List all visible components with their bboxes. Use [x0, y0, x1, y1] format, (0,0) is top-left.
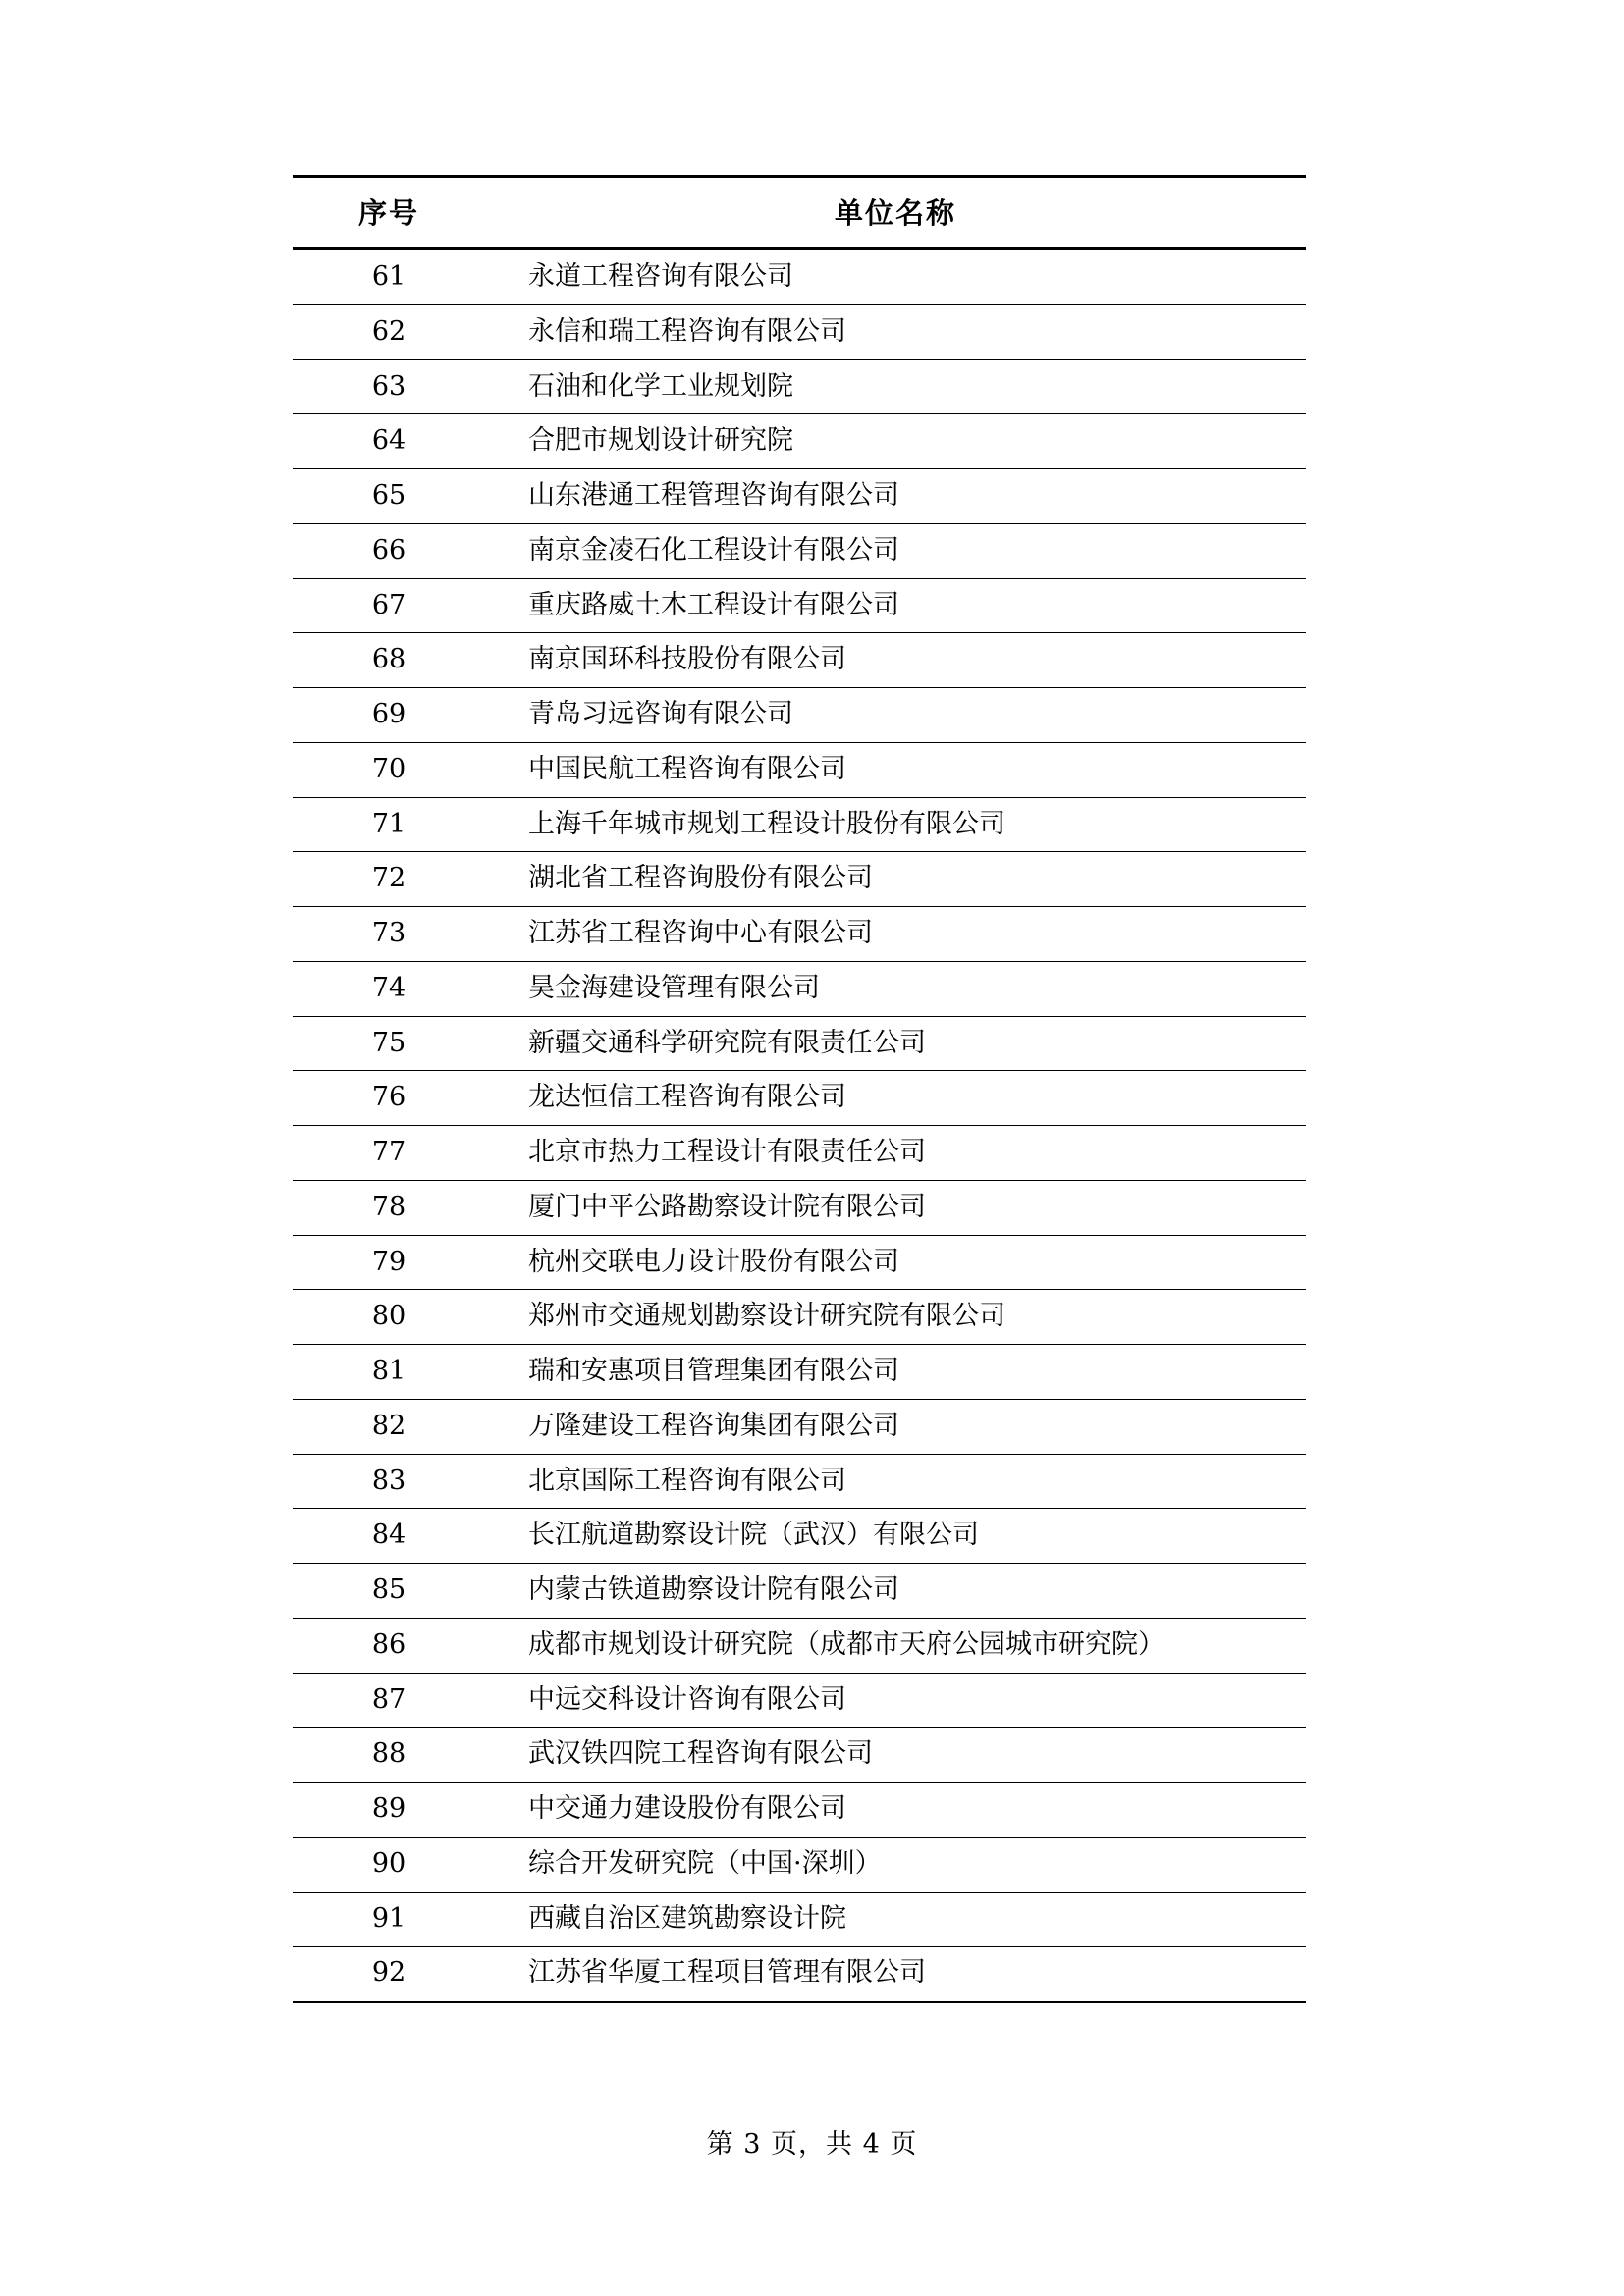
- cell-unit-name: 成都市规划设计研究院（成都市天府公园城市研究院）: [485, 1618, 1306, 1673]
- cell-index: 70: [293, 742, 485, 797]
- table-header: [293, 177, 1306, 249]
- cell-unit-name: 郑州市交通规划勘察设计研究院有限公司: [485, 1290, 1306, 1345]
- cell-unit-name: 石油和化学工业规划院: [485, 359, 1306, 414]
- cell-unit-name: 上海千年城市规划工程设计股份有限公司: [485, 797, 1306, 852]
- cell-unit-name: 综合开发研究院（中国·深圳）: [485, 1837, 1306, 1892]
- cell-unit-name: 中远交科设计咨询有限公司: [485, 1673, 1306, 1728]
- cell-index: 82: [293, 1399, 485, 1454]
- cell-unit-name: 中交通力建设股份有限公司: [485, 1783, 1306, 1838]
- table-body: [293, 249, 1306, 2002]
- cell-index: 85: [293, 1564, 485, 1619]
- table-row: [293, 523, 1306, 578]
- unit-list-table: [293, 175, 1306, 2003]
- cell-unit-name: 中国民航工程咨询有限公司: [485, 742, 1306, 797]
- column-header-index: 序号: [293, 177, 485, 249]
- table-row: [293, 304, 1306, 359]
- cell-index: 84: [293, 1509, 485, 1564]
- cell-unit-name: 永道工程咨询有限公司: [485, 249, 1306, 305]
- cell-index: 88: [293, 1728, 485, 1783]
- cell-unit-name: 江苏省工程咨询中心有限公司: [485, 907, 1306, 962]
- cell-unit-name: 重庆路威土木工程设计有限公司: [485, 578, 1306, 633]
- cell-index: 89: [293, 1783, 485, 1838]
- table-row: [293, 1509, 1306, 1564]
- cell-unit-name: 厦门中平公路勘察设计院有限公司: [485, 1180, 1306, 1235]
- cell-unit-name: 长江航道勘察设计院（武汉）有限公司: [485, 1509, 1306, 1564]
- table-row: [293, 1892, 1306, 1947]
- table-row: [293, 1454, 1306, 1509]
- cell-unit-name: 万隆建设工程咨询集团有限公司: [485, 1399, 1306, 1454]
- cell-unit-name: 北京国际工程咨询有限公司: [485, 1454, 1306, 1509]
- cell-unit-name: 新疆交通科学研究院有限责任公司: [485, 1016, 1306, 1071]
- table-row: [293, 1071, 1306, 1126]
- page-footer: 第 3 页，共 4 页: [706, 2129, 918, 2160]
- cell-index: 75: [293, 1016, 485, 1071]
- cell-index: 64: [293, 414, 485, 469]
- table-row: [293, 414, 1306, 469]
- cell-index: 69: [293, 688, 485, 743]
- table-row: [293, 633, 1306, 688]
- cell-index: 71: [293, 797, 485, 852]
- table-row: [293, 1180, 1306, 1235]
- cell-index: 73: [293, 907, 485, 962]
- cell-index: 83: [293, 1454, 485, 1509]
- cell-unit-name: 山东港通工程管理咨询有限公司: [485, 469, 1306, 524]
- cell-index: 80: [293, 1290, 485, 1345]
- table-row: [293, 1126, 1306, 1181]
- cell-unit-name: 北京市热力工程设计有限责任公司: [485, 1126, 1306, 1181]
- cell-index: 78: [293, 1180, 485, 1235]
- cell-unit-name: 永信和瑞工程咨询有限公司: [485, 304, 1306, 359]
- cell-index: 91: [293, 1892, 485, 1947]
- cell-index: 63: [293, 359, 485, 414]
- cell-unit-name: 瑞和安惠项目管理集团有限公司: [485, 1345, 1306, 1400]
- table-row: [293, 1399, 1306, 1454]
- table-row: [293, 742, 1306, 797]
- cell-unit-name: 昊金海建设管理有限公司: [485, 961, 1306, 1016]
- cell-index: 76: [293, 1071, 485, 1126]
- table-row: [293, 1673, 1306, 1728]
- table-row: [293, 469, 1306, 524]
- table-row: [293, 249, 1306, 305]
- cell-index: 92: [293, 1947, 485, 2002]
- table-row: [293, 907, 1306, 962]
- table-row: [293, 1564, 1306, 1619]
- table-row: [293, 1837, 1306, 1892]
- table-row: [293, 961, 1306, 1016]
- cell-index: 90: [293, 1837, 485, 1892]
- cell-unit-name: 南京金凌石化工程设计有限公司: [485, 523, 1306, 578]
- cell-unit-name: 合肥市规划设计研究院: [485, 414, 1306, 469]
- cell-index: 81: [293, 1345, 485, 1400]
- table-row: [293, 1016, 1306, 1071]
- cell-index: 74: [293, 961, 485, 1016]
- table-row: [293, 1618, 1306, 1673]
- table-row: [293, 578, 1306, 633]
- cell-index: 61: [293, 249, 485, 305]
- table-row: [293, 1947, 1306, 2002]
- table-row: [293, 688, 1306, 743]
- cell-index: 86: [293, 1618, 485, 1673]
- cell-index: 77: [293, 1126, 485, 1181]
- cell-unit-name: 湖北省工程咨询股份有限公司: [485, 852, 1306, 907]
- table-row: [293, 1290, 1306, 1345]
- cell-unit-name: 南京国环科技股份有限公司: [485, 633, 1306, 688]
- cell-unit-name: 龙达恒信工程咨询有限公司: [485, 1071, 1306, 1126]
- cell-index: 62: [293, 304, 485, 359]
- cell-unit-name: 西藏自治区建筑勘察设计院: [485, 1892, 1306, 1947]
- table-row: [293, 797, 1306, 852]
- unit-list-table-container: [293, 175, 1306, 2003]
- cell-index: 66: [293, 523, 485, 578]
- cell-index: 79: [293, 1235, 485, 1290]
- cell-unit-name: 杭州交联电力设计股份有限公司: [485, 1235, 1306, 1290]
- table-row: [293, 1728, 1306, 1783]
- cell-index: 68: [293, 633, 485, 688]
- table-row: [293, 1783, 1306, 1838]
- table-row: [293, 852, 1306, 907]
- cell-index: 87: [293, 1673, 485, 1728]
- cell-index: 65: [293, 469, 485, 524]
- cell-index: 72: [293, 852, 485, 907]
- table-row: [293, 1235, 1306, 1290]
- cell-unit-name: 内蒙古铁道勘察设计院有限公司: [485, 1564, 1306, 1619]
- table-row: [293, 1345, 1306, 1400]
- table-row: [293, 359, 1306, 414]
- cell-unit-name: 武汉铁四院工程咨询有限公司: [485, 1728, 1306, 1783]
- cell-index: 67: [293, 578, 485, 633]
- cell-unit-name: 青岛习远咨询有限公司: [485, 688, 1306, 743]
- column-header-name: 单位名称: [485, 177, 1306, 249]
- table-header-row: [293, 177, 1306, 249]
- cell-unit-name: 江苏省华厦工程项目管理有限公司: [485, 1947, 1306, 2002]
